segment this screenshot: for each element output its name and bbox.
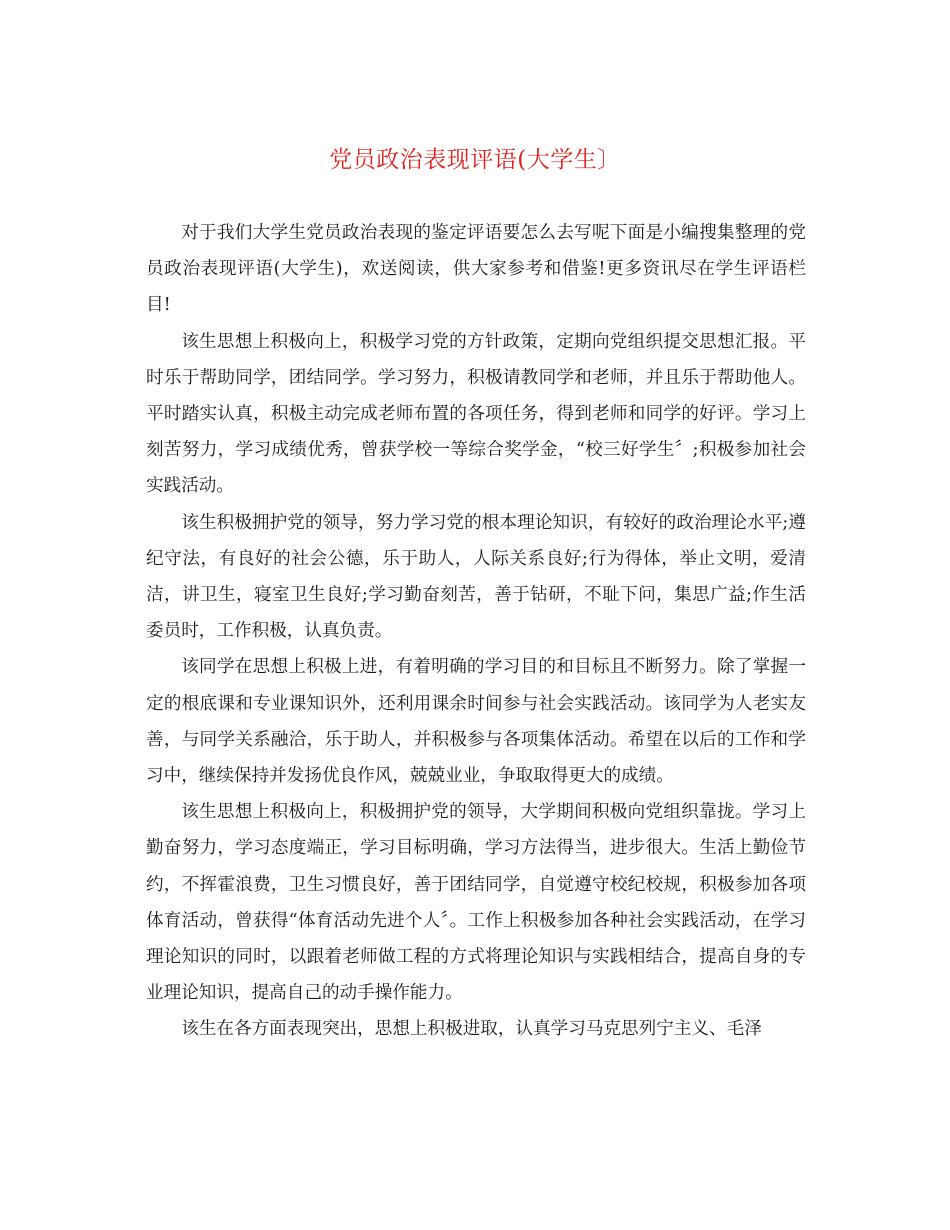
- paragraph-intro: 对于我们大学生党员政治表现的鉴定评语要怎么去写呢下面是小编搜集整理的党员政治表现评语(大学生)，欢送阅读，供大家参考和借鉴!更多资讯尽在学生评语栏目!: [146, 223, 806, 316]
- document-title: 党员政治表现评语(大学生〕: [329, 147, 621, 173]
- paragraph-comment-2: 该生积极拥护党的领导，努力学习党的根本理论知识，有较好的政治理论水平;遵纪守法，有良好的社会公德，乐于助人，人际关系良好;行为得体，举止文明，爱清洁，讲卫生，寝室卫生良好;学习勤奋刻苦，善于钻研，不耻下问，集思广益;作生活委员时，工作积极，认真负责。: [146, 512, 806, 642]
- paragraph-comment-5: 该生在各方面表现突出，思想上积极进取，认真学习马克思列宁主义、毛泽: [181, 1019, 762, 1040]
- paragraph-comment-1: 该生思想上积极向上，积极学习党的方针政策，定期向党组织提交思想汇报。平时乐于帮助同学，团结同学。学习努力，积极请教同学和老师，并且乐于帮助他人。平时踏实认真，积极主动完成老师布置的各项任务，得到老师和同学的好评。学习上刻苦努力，学习成绩优秀，曾获学校一等综合奖学金，“校三好学生〞;积极参加社会实践活动。: [146, 331, 806, 497]
- paragraph-comment-4: 该生思想上积极向上，积极拥护党的领导，大学期间积极向党组织靠拢。学习上勤奋努力，学习态度端正，学习目标明确，学习方法得当，进步很大。生活上勤俭节约，不挥霍浪费，卫生习惯良好，善于团结同学，自觉遵守校纪校规，积极参加各项体育活动，曾获得“体育活动先进个人〞。工作上积极参加各种社会实践活动，在学习理论知识的同时，以跟着老师做工程的方式将理论知识与实践相结合，提高自身的专业理论知识，提高自己的动手操作能力。: [146, 802, 806, 1004]
- paragraph-comment-3: 该同学在思想上积极上进，有着明确的学习目的和目标且不断努力。除了掌握一定的根底课和专业课知识外，还利用课余时间参与社会实践活动。该同学为人老实友善，与同学关系融洽，乐于助人，并积极参与各项集体活动。希望在以后的工作和学习中，继续保持并发扬优良作风，兢兢业业，争取取得更大的成绩。: [146, 657, 806, 787]
- document-body: [146, 215, 806, 1048]
